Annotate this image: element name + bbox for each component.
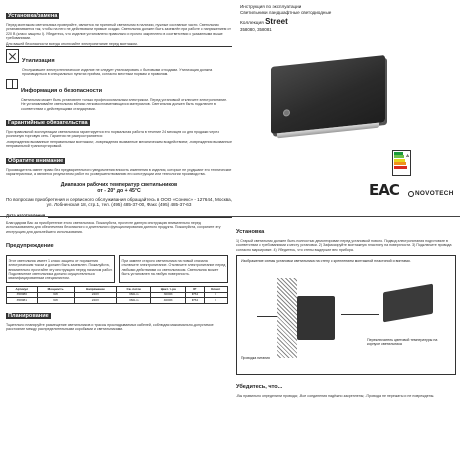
spec-cell: Св. поток <box>117 287 151 293</box>
cct-switch-caption: Переключатель цветовой температуры на корпусе светильника <box>367 338 438 347</box>
collection <box>240 17 456 26</box>
screw-detail <box>283 109 290 117</box>
spec-cell: I <box>204 292 227 298</box>
install-note: Для вашей безопасности всегда отключайте электропитание перед монтажом. <box>6 42 232 47</box>
product-type: Светильники ландшафтные светодиодные <box>240 10 332 15</box>
energy-bar <box>394 159 405 162</box>
planning-title: Планирование <box>8 313 49 320</box>
fixture-perspective-view <box>383 284 433 323</box>
temperature-value: от - 20° до + 45°С <box>97 187 141 194</box>
spec-cell: 3000K <box>151 292 186 298</box>
light-strip <box>277 123 379 139</box>
manual-book-icon <box>6 79 18 89</box>
warning-text-2: При замене старого светильника на новый сначала отключите электропитание. Отключите электропитание перед любыми действиями со светильником. Светильник может быть установлен на любую поверхность. <box>121 258 226 276</box>
article-numbers: 358080, 358081 <box>240 27 272 32</box>
warning-title: Предупреждение <box>6 243 54 250</box>
fixture-side-view <box>297 296 335 340</box>
doc-title: Инструкция по эксплуатации <box>240 4 302 9</box>
spec-cell: 220V <box>74 298 117 304</box>
energy-bar <box>394 155 404 158</box>
fold-divider <box>0 216 460 217</box>
energy-label <box>392 150 411 176</box>
spec-cell: I <box>204 298 227 304</box>
installation-text: 1) Старый светильник должен быть полностью демонтирован перед установкой нового. Подвод электропитания подготовьте в соответствии с требованиями к месту установки. 2) Зафиксируйте монтажную пластину на поверхности. 3) Подключите провода согласно маркировке. 4) Убедитесь, что стены выдержат вес прибора. <box>236 239 452 252</box>
intro-text: Благодарим Вас за приобретение этого светильника. Пожалуйста, прочтите данную инструкцию внимательно перед использованием для обеспечения безопасного и длительного функционирования данного продукта. Пожалуйста, сохраните эту инструкцию для дальнейшего использования. <box>6 221 221 234</box>
spec-cell: 6W <box>37 292 74 298</box>
notice-text: Производитель имеет право без предварительного уведомления вносить изменения в изделия, которые не ухудшают его технические характеристики, а является результатом работ по усовершенствованию его конструкции или технологии производства. <box>6 167 232 177</box>
safety-row <box>6 79 232 111</box>
install-text: Перед монтажом светильника проверяйте, является ли принятый светильник в наличии, нужные составные части. Светильник устанавливается так, чтобы на него не действовали прямые осадки. Светильник должен быть заземлён при работе с напряжением от 220 В (класс защиты I). Убедитесь, что изделие установлено правильно и прочно закреплено в соответствии с указанными выше требованиями. <box>6 23 231 41</box>
spec-table <box>6 286 228 304</box>
wiring-caption: Проводка питания <box>241 356 270 361</box>
disposal-title: Утилизация <box>22 58 55 65</box>
spec-cell: 360Lm <box>117 292 151 298</box>
spec-cell: 358080 <box>7 292 38 298</box>
planning-text: Тщательно планируйте размещение светильников и трассы прокладываемых кабелей, соблюдая максимально-допустимое расстояние между распределительными коробками и светильниками. <box>6 323 214 332</box>
notice-title: Обратите внимание <box>8 157 64 164</box>
brand-logo <box>408 190 454 197</box>
spec-cell: IP <box>186 287 204 293</box>
installation-title: Установка <box>236 229 265 235</box>
safety-title: Информация о безопасности <box>21 87 103 94</box>
crossed-bin-icon <box>6 49 19 63</box>
spec-cell: Напряжение <box>74 287 117 293</box>
bottom-right-column <box>236 220 456 399</box>
temperature-range <box>6 182 232 194</box>
spec-cell: IP54 <box>186 298 204 304</box>
installation-diagram <box>236 255 456 375</box>
spec-cell: 360Lm <box>117 298 151 304</box>
spec-cell: Мощность <box>37 287 74 293</box>
spec-cell: Артикул <box>7 287 38 293</box>
title-block <box>240 4 456 32</box>
disposal-row <box>6 49 232 77</box>
collection-name: Street <box>265 17 288 26</box>
eac-mark: ЕАС <box>369 181 399 199</box>
diagram-caption: Изображение схемы установки светильника на стену с креплением монтажной пластиной и винтами. <box>241 259 411 264</box>
safety-text: Светильник может быть установлен только профессиональным электриком. Перед установкой отключите электропитание. Не устанавливайте светильник вблизи легковоспламеняющихся материалов. Светильник должен быть подключен в соответствии с действующими стандартами. <box>21 97 228 111</box>
bottom-left-column <box>6 220 228 332</box>
spec-cell: 4000K <box>151 298 186 304</box>
logo-ring-icon <box>408 191 414 197</box>
checklist-title: Убедитесь, что... <box>236 384 283 391</box>
warranty-text: При правильной эксплуатации светильника гарантируется его нормальная работа в течение 24 месяцев со дня продажи через розничную торговую сеть. Гарантия не распространяется: <box>6 130 219 139</box>
energy-bar <box>394 152 403 155</box>
service-contacts: По вопросам приобретения и сервисного обслуживания обращайтесь в ООО «Сонекс» - 127644, Москва, ул. Лобненская 18, стр.1, тел. (495) 485-37-00, Факс (495) 485-37-63 <box>6 196 232 207</box>
energy-class: A <box>406 153 409 158</box>
disposal-text: Отслужившее электротехническое изделие не следует утилизировать с бытовыми отходами. Утилизация должна производиться в специальных пунктах приёма, согласно местным нормам и правилам. <box>22 68 213 77</box>
spec-row <box>7 298 228 304</box>
temperature-label: Диапазон рабочих температур светильников <box>60 181 178 188</box>
energy-bar <box>394 162 406 165</box>
warning-box-2 <box>119 255 228 283</box>
warning-columns <box>6 254 228 283</box>
collection-prefix: Коллекция <box>240 21 264 26</box>
spec-cell: Цвет. т-ра <box>151 287 186 293</box>
energy-bar <box>394 166 407 169</box>
spec-cell: 358081 <box>7 298 38 304</box>
warranty-title: Гарантийные обязательства <box>8 120 88 127</box>
top-left-column <box>6 4 232 218</box>
spec-cell: 6W <box>37 298 74 304</box>
warranty-items: -повреждения вызванные неправильным монтажом; -повреждения вызванные механическим воздействием; -повреждения вызванные неправильной транспортировкой. <box>6 139 232 149</box>
spec-cell: IP54 <box>186 292 204 298</box>
product-photo <box>271 55 385 134</box>
brand-name: NOVOTECH <box>415 190 454 197</box>
checklist-text: -Вы правильно определили провода; -Все соединения надёжно закреплены; -Провода не пережаты и не повреждены. <box>236 394 435 399</box>
install-title: Установка/замена <box>8 13 58 19</box>
spec-cell: 220V <box>74 292 117 298</box>
arrow-icon <box>341 314 379 315</box>
warning-text-1: Этот светильник имеет 1 класс защиты от поражения электрическим током и должен быть заземлен. Пожалуйста, внимательно прочтайте эту инструкцию перед началом работ. Подключение светильника должно осуществляться квалифицированным специалистом. <box>8 258 113 281</box>
warning-box-1 <box>6 255 115 283</box>
spec-cell: Класс <box>204 287 227 293</box>
top-right-column <box>240 4 456 214</box>
wall-section <box>277 278 297 358</box>
